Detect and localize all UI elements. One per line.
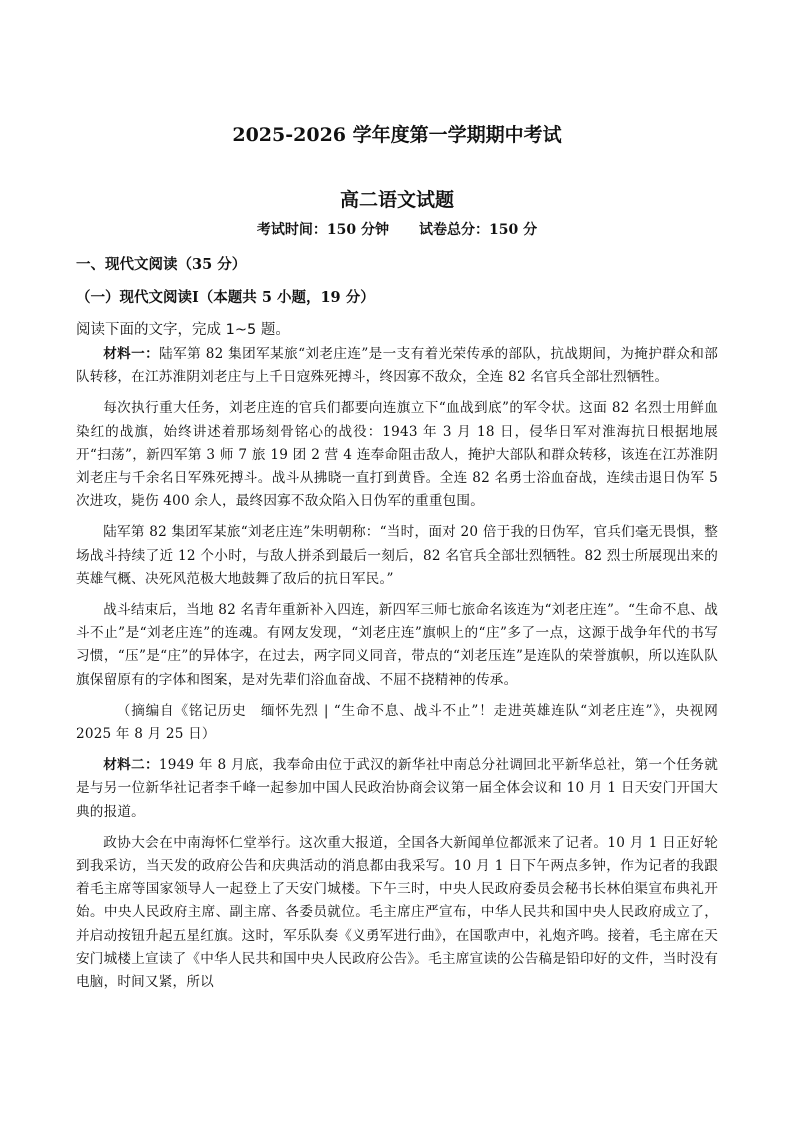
material2-paragraph-2: 政协大会在中南海怀仁堂举行。这次重大报道，全国各大新闻单位都派来了记者。10 月 1 日正好轮到我采访，当天发的政府公告和庆典活动的消息都由我采写。10 月 1 日下午两点多钟，作为记者的我跟着毛主席等国家领导人一起登上了天安门城楼。下午三时，中央人民政府委员会秘书长林伯渠宣布典礼开始。中央人民政府主席、副主席、各委员就位。毛主席庄严宣布，中华人民共和国中央人民政府成立了，并启动按钮升起五星红旗。这时，军乐队奏《义勇军进行曲》，在国歌声中，礼炮齐鸣。接着，毛主席在天安门城楼上宣读了《中华人民共和国中央人民政府公告》。毛主席宣读的公告稿是铅印好的文件，当时没有电脑，时间又紧，所以 bbox=[76, 834, 718, 991]
material2-paragraph-1 bbox=[76, 754, 718, 824]
material1-source: （摘编自《铭记历史 缅怀先烈 | “生命不息、战斗不止”！走进英雄连队“刘老庄连”》，央视网 2025 年 8 月 25 日） bbox=[76, 702, 718, 743]
material1-paragraph-3: 陆军第 82 集团军某旅“刘老庄连”朱明朝称：“当时，面对 20 倍于我的日伪军，官兵们毫无畏惧，整场战斗持续了近 12 个小时，与敌人拼杀到最后一刻后，82 名官兵全部壮烈牺牲。82 烈士所展现出来的英雄气概、决死风范极大地鼓舞了敌后的抗日军民。” bbox=[76, 524, 718, 587]
exam-time: 考试时间：150 分钟 bbox=[256, 222, 389, 238]
material1-label: 材料一： bbox=[103, 346, 160, 362]
exam-subtitle: 高二语文试题 bbox=[339, 189, 454, 211]
passage-body bbox=[76, 343, 718, 1002]
exam-meta bbox=[0, 219, 794, 239]
material1-paragraph-4: 战斗结束后，当地 82 名青年重新补入四连，新四军三师七旅命名该连为“刘老庄连”。“生命不息、战斗不止”是“刘老庄连”的连魂。有网友发现，“刘老庄连”旗帜上的“庄”多了一点，这源于战争年代的书写习惯，“压”是“庄”的异体字，在过去，两字同义同音，带点的“刘老压连”是连队的荣誉旗帜，所以连队队旗保留原有的字体和图案，是对先辈们浴血奋战、不屈不挠精神的传承。 bbox=[76, 602, 718, 688]
subsection-heading: （一）现代文阅读Ⅰ（本题共 5 小题，19 分） bbox=[76, 289, 375, 306]
material2-text-1: 1949 年 8 月底，我奉命由位于武汉的新华社中南总分社调回北平新华总社，第一个任务就是与另一位新华社记者李千峰一起参加中国人民政治协商会议第一届全体会议和 10 月 1 日天安门开国大典的报道。 bbox=[76, 757, 718, 820]
material2-label: 材料二： bbox=[103, 757, 159, 774]
section-heading: 一、现代文阅读（35 分） bbox=[76, 256, 247, 273]
material1-paragraph-1 bbox=[76, 343, 718, 389]
instruction-text: 阅读下面的文字，完成 1~5 题。 bbox=[76, 322, 290, 338]
exam-title: 2025-2026 学年度第一学期期中考试 bbox=[232, 124, 562, 146]
material1-paragraph-2: 每次执行重大任务，刘老庄连的官兵们都要向连旗立下“血战到底”的军令状。这面 82 名烈士用鲜血染红的战旗，始终讲述着那场刻骨铭心的战役：1943 年 3 月 18 日，侵华日军对淮海抗日根据地展开“扫荡”，新四军第 3 师 7 旅 19 团 2 营 4 连奉命阻击敌人，掩护大部队和群众转移，该连在江苏淮阴刘老庄与千余名日军殊死搏斗。战斗从拂晓一直打到黄昏。全连 82 名勇士浴血奋战，连续击退日伪军 5 次进攻，毙伤 400 余人，最终因寡不敌众陷入日伪军的重重包围。 bbox=[76, 400, 718, 510]
material1-text-1: 陆军第 82 集团军某旅“刘老庄连”是一支有着光荣传承的部队，抗战期间，为掩护群众和部队转移，在江苏淮阴刘老庄与上千日寇殊死搏斗，终因寡不敌众，全连 82 名官兵全部壮烈牺牲。 bbox=[76, 346, 718, 386]
exam-score: 试卷总分：150 分 bbox=[419, 222, 538, 238]
